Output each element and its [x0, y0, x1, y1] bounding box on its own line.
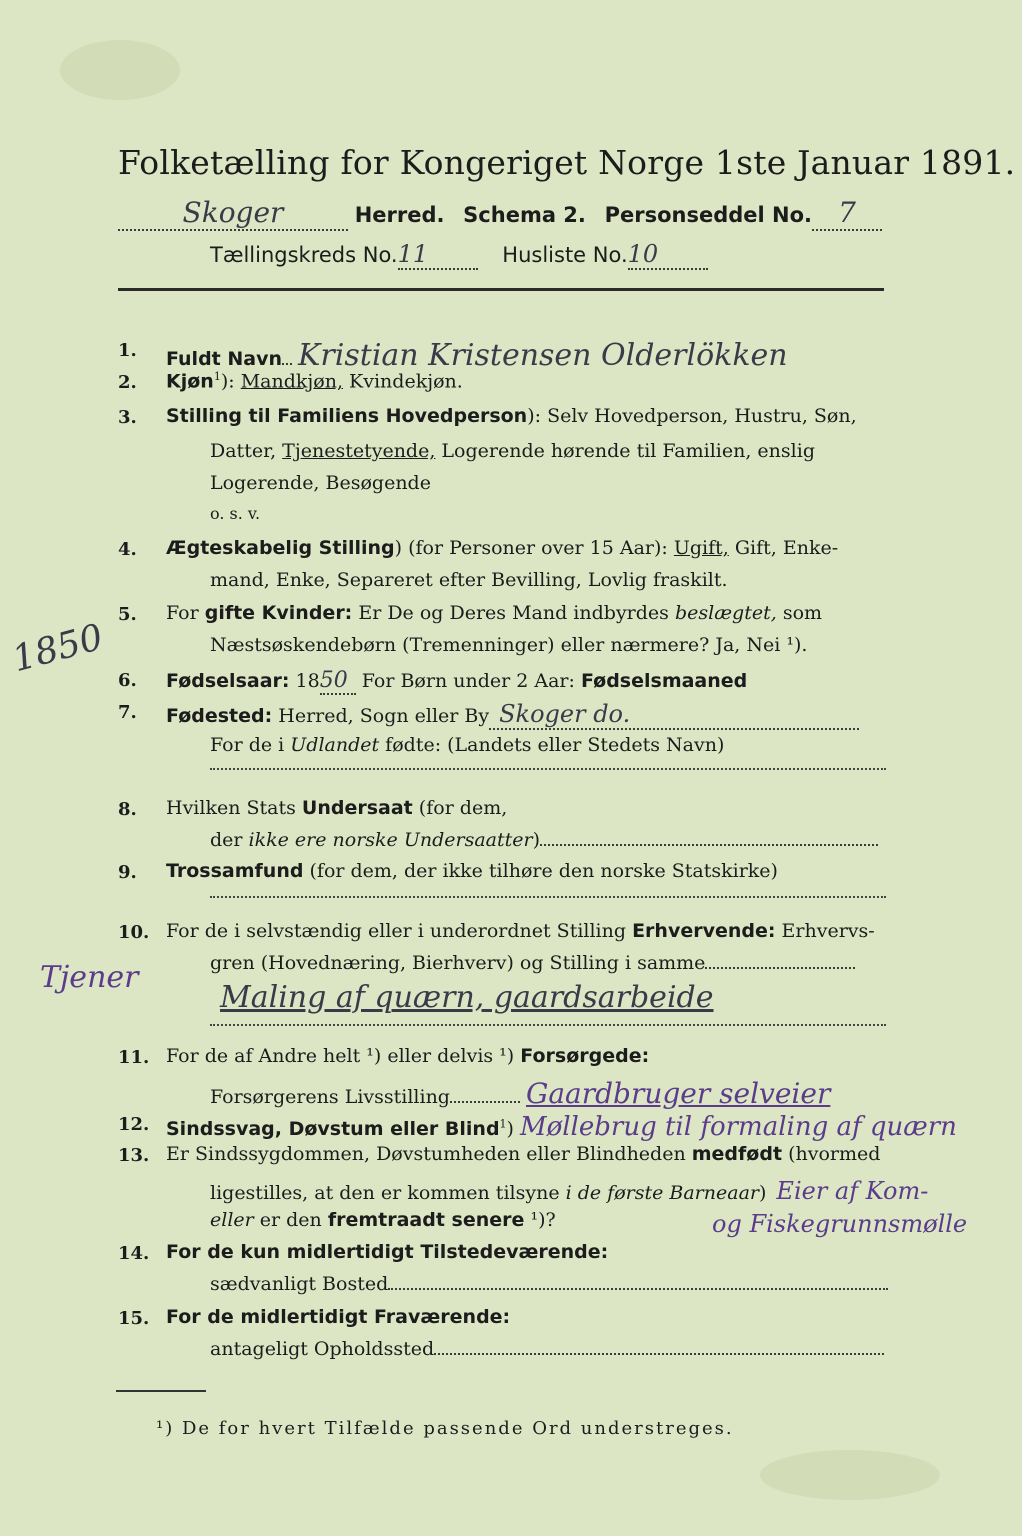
item-number: 7. — [118, 702, 137, 723]
kreds-line — [210, 240, 708, 270]
footnote: ¹) De for hvert Tilfælde passende Ord understreges. — [156, 1418, 734, 1439]
item-label: gifte Kvinder: — [204, 602, 353, 624]
item-number: 4. — [118, 539, 137, 560]
answer-line — [210, 768, 886, 770]
item-number: 8. — [118, 799, 137, 820]
occupation-answer: Maling af quærn, gaardsarbeide — [220, 980, 714, 1015]
paper-stain — [760, 1450, 940, 1500]
item-label: medfødt — [691, 1143, 783, 1165]
item-number: 5. — [118, 604, 137, 625]
item-number: 15. — [118, 1308, 150, 1329]
herred-value: Skoger — [118, 196, 348, 231]
item-13-line3: eller er den fremtraadt senere ¹)? — [210, 1209, 556, 1231]
disability-answer-cont: og Fiskegrunnsmølle — [712, 1210, 968, 1238]
provider-answer: Gaardbruger selveier — [525, 1077, 831, 1110]
item-label: Kjøn — [166, 370, 214, 393]
margin-occupation: Tjener — [40, 960, 139, 995]
schema-label: Schema 2. — [463, 203, 586, 227]
item-number: 9. — [118, 862, 137, 883]
item-11: For de af Andre helt ¹) eller delvis ¹) Forsørgede: — [166, 1045, 650, 1067]
birthplace-answer: Skoger do. — [489, 700, 859, 730]
item-3: Stilling til Familiens Hovedperson): Selv Hovedperson, Hustru, Søn, — [166, 405, 857, 427]
full-name-answer: Kristian Kristensen Olderlökken — [298, 338, 788, 373]
item-label: Undersaat — [301, 797, 413, 819]
selected-option: Ugift, — [673, 537, 729, 559]
herred-line — [118, 196, 882, 231]
item-label: Forsørgede: — [520, 1045, 650, 1067]
birth-year-answer: 50 — [320, 668, 356, 695]
footnote-rule — [116, 1390, 206, 1392]
item-14-line2: sædvanligt Bosted — [210, 1273, 888, 1295]
header-rule — [118, 288, 884, 291]
item-number: 11. — [118, 1047, 150, 1068]
selected-option: Tjenestetyende, — [282, 440, 436, 462]
form-title: Folketælling for Kongeriget Norge 1ste Januar 1891. — [118, 143, 1016, 182]
item-4: Ægteskabelig Stilling) (for Personer over 15 Aar): Ugift, Gift, Enke- — [166, 537, 839, 559]
item-label: Sindssvag, Døvstum eller Blind — [166, 1118, 500, 1140]
item-3-line3: Logerende, Besøgende — [210, 472, 431, 494]
item-11-line2: Forsørgerens Livsstilling Gaardbruger selveier — [210, 1077, 831, 1110]
item-9: Trossamfund (for dem, der ikke tilhøre den norske Statskirke) — [166, 860, 778, 882]
item-number: 10. — [118, 922, 150, 943]
item-8: Hvilken Stats Undersaat (for dem, — [166, 797, 508, 819]
item-3-line2: Datter, Tjenestetyende, Logerende hørende til Familien, enslig — [210, 440, 815, 462]
husliste-label: Husliste No. — [502, 243, 628, 267]
item-label: Stilling til Familiens Hovedperson — [166, 405, 528, 427]
item-7-line2: For de i Udlandet fødte: (Landets eller Stedets Navn) — [210, 734, 725, 756]
answer-line — [210, 896, 886, 898]
item-7: Fødested: Herred, Sogn eller By Skoger do. — [166, 700, 859, 730]
item-10-line2: gren (Hovednæring, Bierhverv) og Stilling i samme — [210, 952, 855, 974]
selected-option: Mandkjøn, — [240, 370, 343, 393]
item-number: 12. — [118, 1114, 150, 1135]
item-13-line2: ligestilles, at den er kommen tilsyne i de første Barneaar) Eier af Kom- — [210, 1177, 929, 1205]
item-label: For de kun midlertidigt Tilstedeværende: — [166, 1241, 609, 1263]
paper-stain — [60, 40, 180, 100]
item-label: Fødested: — [166, 705, 273, 727]
item-5-line2: Næstsøskendebørn (Tremenninger) eller nærmere? Ja, Nei ¹). — [210, 634, 808, 656]
item-number: 1. — [118, 340, 137, 361]
item-3-line4: o. s. v. — [210, 504, 261, 523]
item-number: 6. — [118, 670, 137, 691]
item-12: Sindssvag, Døvstum eller Blind$^1$) Møllebrug til formaling af quærn — [166, 1112, 957, 1142]
item-label: Ægteskabelig Stilling — [166, 537, 395, 559]
item-number: 13. — [118, 1145, 150, 1166]
item-label: Fødselsaar: — [166, 670, 290, 692]
item-6: Fødselsaar: 1850 For Børn under 2 Aar: Fødselsmaaned — [166, 668, 748, 693]
personseddel-label: Personseddel No. — [604, 203, 812, 227]
item-5: For gifte Kvinder: Er De og Deres Mand indbyrdes beslægtet, som — [166, 602, 823, 624]
item-13: Er Sindssygdommen, Døvstumheden eller Blindheden medfødt (hvormed — [166, 1143, 881, 1165]
answer-line — [210, 1024, 886, 1026]
item-number: 14. — [118, 1243, 150, 1264]
kreds-value: 11 — [398, 240, 478, 270]
item-label: For de midlertidigt Fraværende: — [166, 1306, 511, 1328]
disability-answer: Møllebrug til formaling af quærn — [519, 1112, 957, 1142]
item-number: 2. — [118, 372, 137, 393]
husliste-value: 10 — [628, 240, 708, 270]
herred-label: Herred. — [354, 203, 445, 227]
kreds-label: Tællingskreds No. — [210, 243, 398, 267]
item-14 — [166, 1241, 608, 1263]
item-15 — [166, 1306, 510, 1328]
item-8-line2: der ikke ere norske Undersaatter) — [210, 829, 878, 851]
item-10: For de i selvstændig eller i underordnet Stilling Erhvervende: Erhvervs- — [166, 920, 875, 942]
margin-year: 1850 — [8, 616, 108, 681]
item-label: Trossamfund — [166, 860, 304, 882]
item-15-line2: antageligt Opholdssted — [210, 1338, 884, 1360]
item-1 — [166, 338, 788, 373]
disability-answer-cont: Eier af Kom- — [776, 1177, 929, 1205]
item-2: Kjøn$^1$): Mandkjøn, Kvindekjøn. — [166, 370, 463, 393]
item-label: Fuldt Navn — [166, 348, 283, 370]
item-label: Erhvervende: — [632, 920, 776, 942]
item-4-line2: mand, Enke, Separeret efter Bevilling, Lovlig fraskilt. — [210, 569, 728, 591]
personseddel-value: 7 — [812, 196, 882, 231]
item-number: 3. — [118, 407, 137, 428]
